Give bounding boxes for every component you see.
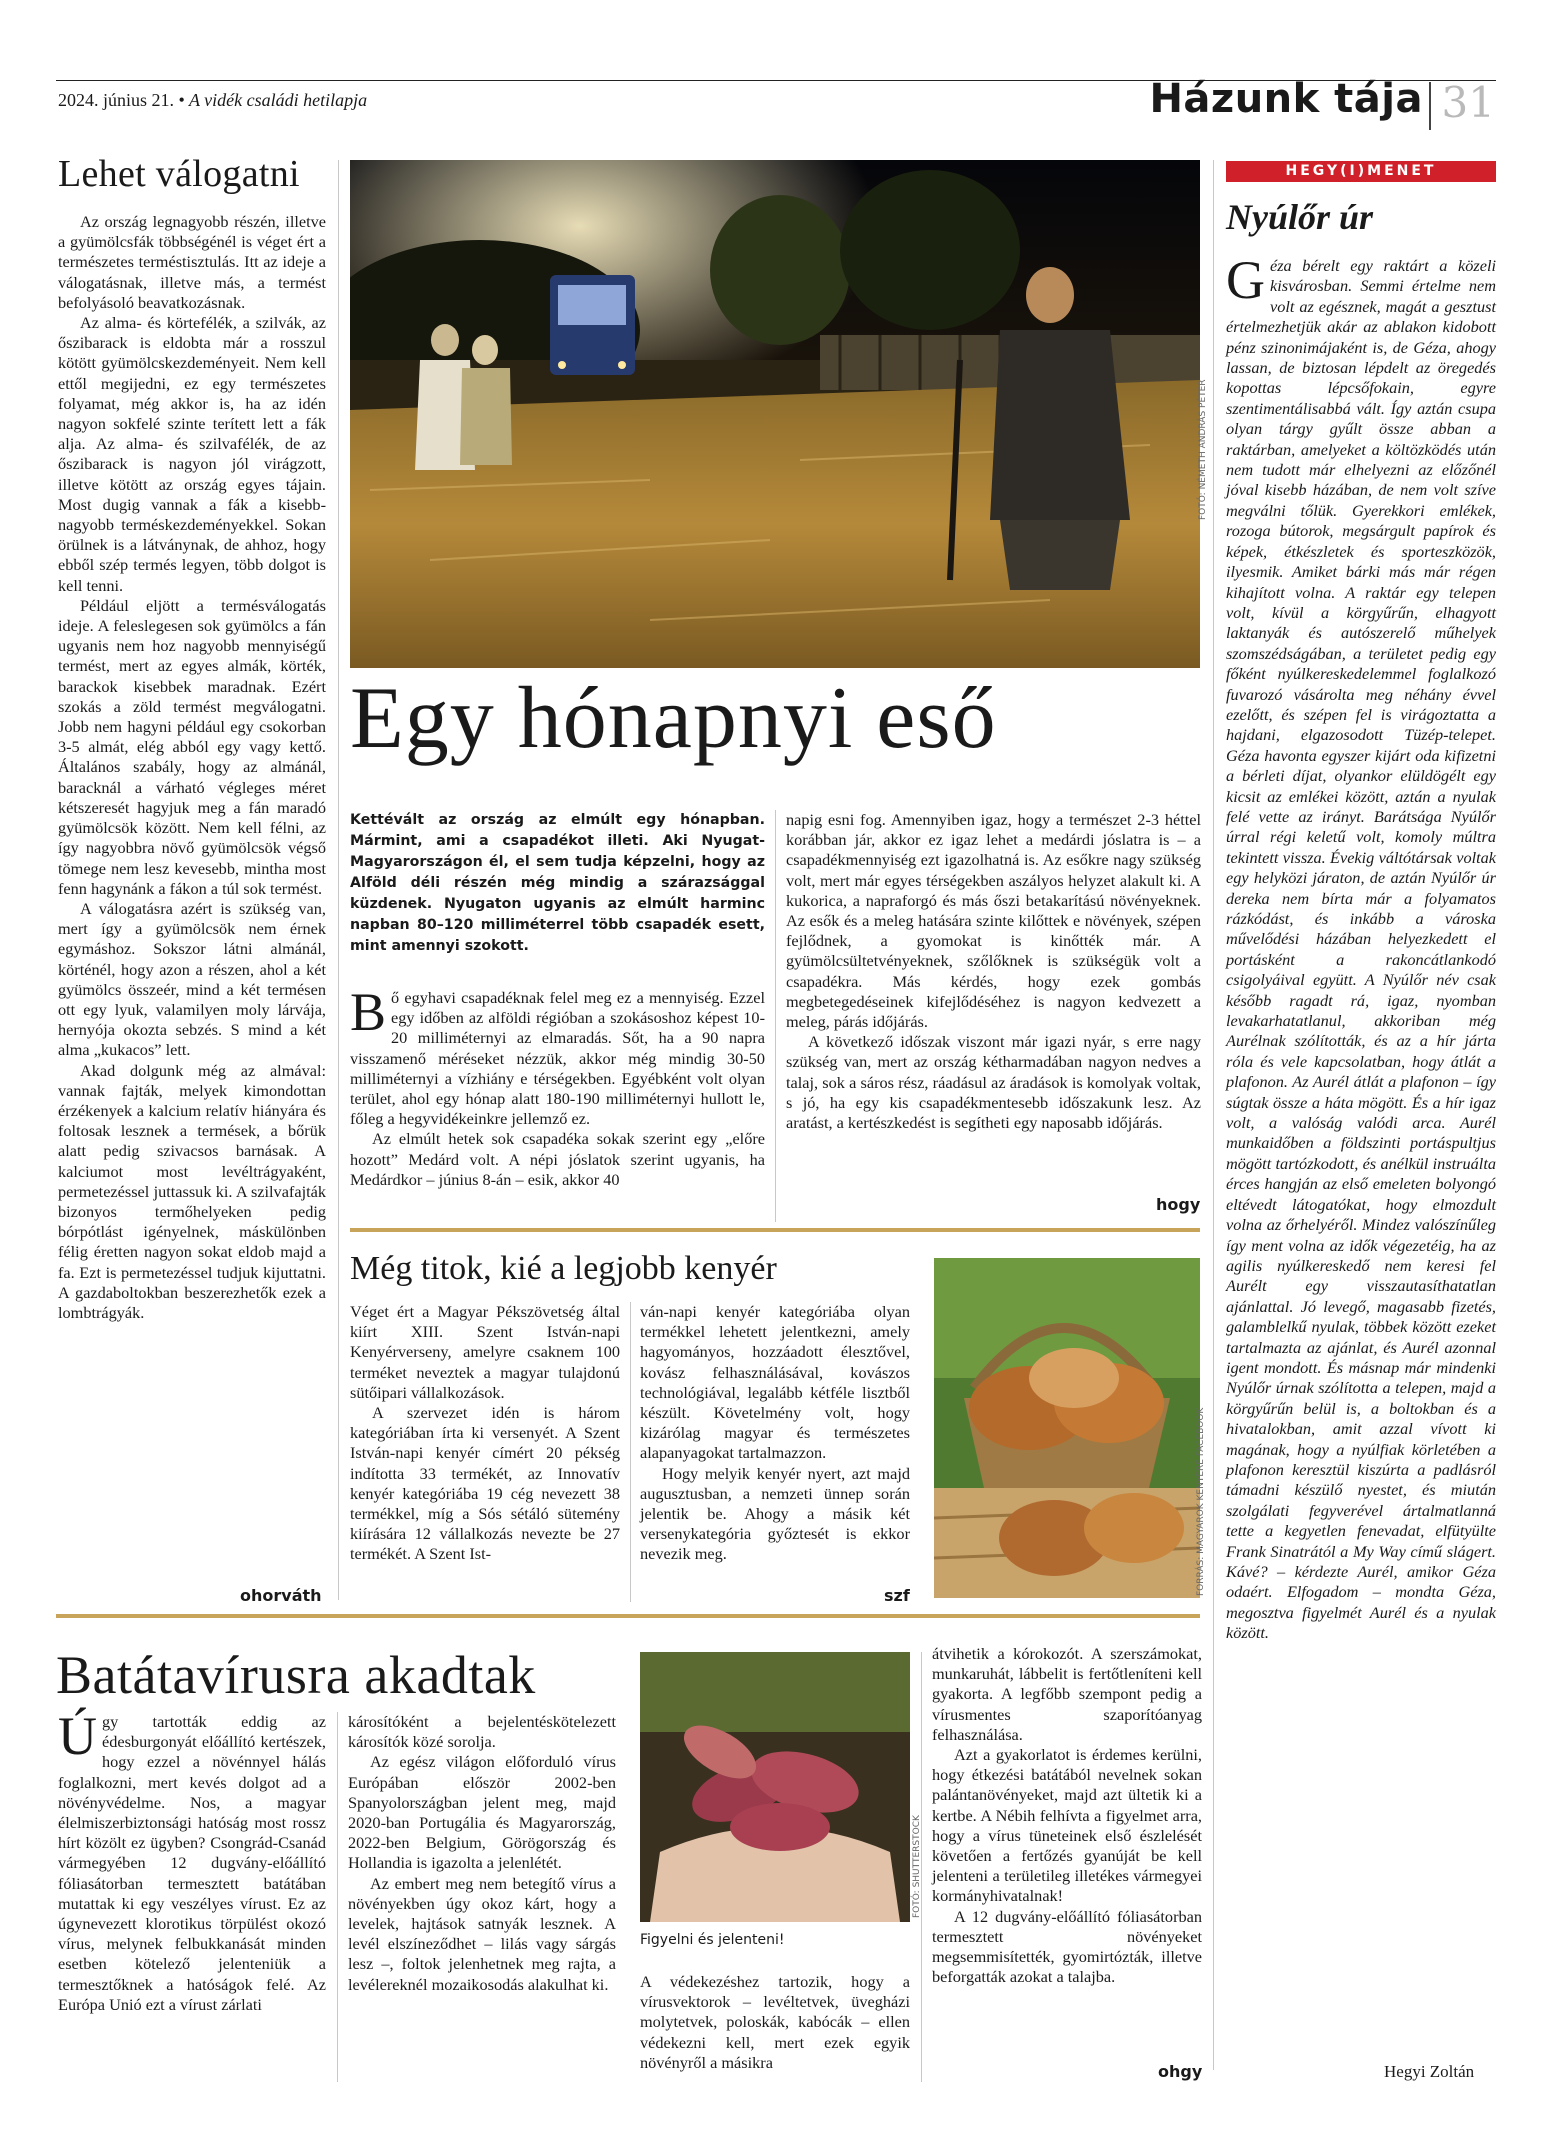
article-column [640,1972,910,2073]
column-rule [338,160,339,1600]
drop-cap: B [350,982,387,1042]
paragraph: A védekezéshez tartozik, hogy a vírusvektorok – levéltetvek, üvegházi molytetvek, poloskák, kabócák – ellen védekezni kell, mert ezek egyik növényről a másikra [640,1972,910,2072]
paragraph: Akad dolgunk még az almával: vannak fajták, melyek kimondottan érzékenyek a kalcium relatív hiányára és foltosak lesznek a termések, a bőrük alatt pedig szivacsos barnásak. A kalciumot most levéltrágyaként, permetezéssel juttassuk ki. A szilvafajták bizonyos termőhelyeken pedig bórpótlást igényelnek, máskülönben félig éretten nagyon sokat eldob majd a fa. Ezt is permetezéssel tudjuk kijuttatni. A gazdaboltokban beszerezhetők ezek a lombtrágyák. [58,1060,326,1322]
drop-cap: G [1226,250,1265,310]
paragraph: Azt a gyakorlatot is érdemes kerülni, hogy étkezési batátából nevelnek sokan palántanövényeket, majd azt ültetik ki a kertbe. A Nébih felhívta a figyelmet arra, hogy a vírus tüneteinek első észlelését követően a fertőzés gyanúját be kell jelenteni a területileg illetékes vármegyei kormányhivatalnak! [932,1745,1202,1906]
article-title-egy-honapnyi-eso: Egy hónapnyi eső [350,670,997,767]
paragraph: A 12 dugvány-előállító fóliasátorban termesztett növényeket megsemmisítették, gyomirtózták, illetve beforgatták azokat a talajba. [932,1906,1202,1987]
section-title: Házunk tája [1149,76,1423,122]
section-divider [56,1614,1200,1618]
column-title: Nyúlőr úr [1226,197,1374,237]
article-column [786,810,1201,1133]
photo-credit: FOTÓ: SHUTTERSTOCK [912,1815,922,1918]
paragraph [350,982,765,1129]
author-signature: ohorváth [240,1586,322,1605]
paragraph: átvihetik a kórokozót. A szerszámokat, munkaruhát, lábbelit is fertőtleníteni kell gyakorta. A legfőbb szempont pedig a vírusmentes szaporítóanyag felhasználása. [932,1644,1202,1744]
sweet-potato-photo [640,1652,910,1922]
author-signature: ohgy [1158,2062,1203,2081]
article-column [350,982,765,1190]
paragraph-text: ő egyhavi csapadéknak felel meg ez a mennyiség. Ezzel egy időben az alföldi régióban a szokásoshoz képest 10-20 milliméternyi az elmaradás. Sőt, ha a 90 napra visszamenő méréseket nézzük, akkor még mindig 30-50 milliméternyi a vízhiány e térségekben. Egyébként volt olyan terület, ahol egy hónap alatt 180-190 milliméternyi hullott le, főleg a hegyvidékeinkre jellemző ez. [350,988,765,1129]
column-rule [337,1712,338,2082]
header-dateline [58,90,367,111]
article-title-lehet-valogatni: Lehet válogatni [58,153,300,195]
dateline-bullet: • [178,90,185,110]
paragraph: károsítóként a bejelentéskötelezett károsítók közé sorolja. [348,1712,616,1752]
article-column [640,1302,910,1565]
column-rule [630,1302,631,1602]
article-column [348,1712,616,1995]
author-signature: szf [884,1586,910,1605]
photo-credit: FORRÁS: MAGYAROK KENYERE FACEBOOK [1196,1407,1206,1596]
paragraph: Az elmúlt hetek sok csapadéka sokak szerint egy „előre hozott” Medárd volt. A népi jóslatok szerint ugyanis, ha Medárdkor – június 8-án – esik, akkor 40 [350,1129,765,1189]
paragraph-text: gy tartották eddig az édesburgonyát előállító kertészek, hogy ezzel a növénnyel hálás foglalkozni, mert kevés dolgot ad a növényvédelme. Nos, a magyar élelmiszerbiztonsági hatóság most rossz hírt közölt ez ügyben? Csongrád-Csanád vármegyében 12 dugvány-előállító fóliasátorban termesztett batátában mutattak ki egy veszélyes vírust. Ez az úgynevezett klorotikus törpülést okozó vírus, melynek felbukkanását minden esetben kötelező jelenteniük a termesztőknek a hatóságok felé. Az Európa Unió ezt a vírust zárlati [58,1712,326,2014]
paragraph: Például eljött a termésválogatás ideje. A feleslegesen sok gyümölcs a fán ugyanis nem hoz nagyobb mennyiségű termést, mert az egyes almák, körték, barackok kisebbek maradnak. Ezért szokás a zöld termést megválogatni. Jobb nem hagyni például egy csokorban 3-5 almát, elég abból egy vagy kettő. Általános szabály, hogy az almánál, baracknál a várható végleges méret kétszeresét hagyjuk meg a fán maradó gyümölcsök között. Nem kell félni, az így nagyobbra növő gyümölcsök végső tömege nem lesz kevesebb, mintha most fenn hagynánk a fákon a túl sok termést. [58,595,326,898]
flood-photo [350,160,1200,668]
column-body [1226,250,1496,1644]
article-lead: Kettévált az ország az elmúlt egy hónapban. Mármint, ami a csapadékot illeti. Aki Nyugat-Magyarországon él, el sem tudja képzelni, hogy az Alföld déli részén még mindig a szárazsággal küzdenek. Nyugaton ugyanis az elmúlt harminc napban 80–120 milliméterrel több csapadék esett, mint amennyi szokott. [350,812,765,954]
paragraph: A szervezet idén is három kategóriában írta ki versenyét. A Szent István-napi kenyér címért 20 pékség indította 33 termékét, az Innovatív kenyér kategóriába 19 cég nevezett 38 termékkel, míg a Sós sétáló sütemény kiírására 12 vállalkozás nevezte be 27 termékét. A Szent Ist- [350,1403,620,1564]
paragraph: Hogy melyik kenyér nyert, azt majd augusztusban, a nemzeti ünnep során jelentik be. Ahogy a másik két versenykategória győztesét is ekkor nevezik meg. [640,1463,910,1564]
paragraph: Az alma- és körtefélék, a szilvák, az őszibarack is eldobta már a rosszul kötött gyümölcskezdeményeit. Nem kell ettől megijedni, ez egy természetes folyamat, még akkor is, ha az idén nagyon sokfelé szinte terített lett a fák alja. Az alma- és szilvafélék, de az őszibarack is nagyon jól virágzott, illetve kötött az ország egyes tájain. Most dugig vannak a fák a kisebb-nagyobb terméskezdeményekkel. Sokan örülnek is a látványnak, de ahhoz, hogy ebből szép termés legyen, több dolgot is kell tenni. [58,313,326,595]
column-label: HEGY(I)MENET [1226,161,1496,182]
column-rule [775,810,776,1222]
paragraph: A válogatásra azért is szükség van, mert így a gyümölcsök nem érnek egymáshoz. Sokszor látni almánál, körténél, hogy azon a részen, ahol a két gyümölcs összeér, mind a két termésen ott egy lyuk, valamilyen moly lárvája, hernyója okozta sebzés. S mind a két alma „kukacos” lett. [58,898,326,1060]
paragraph: A következő időszak viszont már igazi nyár, s erre nagy szükség van, mert az ország kétharmadában nagyon nedves a talaj, sok a sáros rész, ráadásul az áradások is komolyak voltak, s jó, ha egy kis csapadékmentesebb időszakunk lesz. Az aratást, a kertészkedést is segítheti egy naposabb időjárás. [786,1032,1201,1133]
paragraph: Az embert meg nem betegítő vírus a növényekben úgy okoz kárt, hogy a levelek, hajtások satnyák lesznek. A levél elszíneződhet – lilás vagy sárgás lesz –, foltok jelenhetnek meg rajta, a levélereknél mozaikosodás alakulhat ki. [348,1873,616,1994]
page-number: 31 [1441,78,1495,127]
drop-cap: Ú [58,1706,97,1766]
paragraph: Véget ért a Magyar Pékszövetség által kiírt XIII. Szent István-napi Kenyérverseny, amelyre csaknem 100 terméket neveztek a magyar tulajdonú sütőipari vállalkozások. [350,1302,620,1402]
article-body-lehet-valogatni [58,212,326,1323]
paragraph [58,1706,326,2015]
issue-date: 2024. június 21. [58,90,175,110]
publication-tagline: A vidék családi hetilapja [189,90,368,110]
article-column [350,1302,620,1565]
author-signature: hogy [1156,1195,1201,1214]
article-title-kenyer: Még titok, kié a legjobb kenyér [350,1250,777,1287]
paragraph: Az egész világon előforduló vírus Európában először 2002-ben Spanyolországban jelent meg, majd 2020-ban Portugália és Magyarország, 2022-ben Belgium, Görögország és Hollandia is igazolta a jelenlétét. [348,1752,616,1873]
photo-credit: FOTÓ: NÉMETH ANDRÁS PÉTER [1198,379,1208,520]
column-text: éza bérelt egy raktárt a közeli kisvárosban. Semmi értelme nem volt az egésznek, magát a gesztust értelmezhetjük akár az ablakon kidobott pénz szinonimájaként is, de Géza, ahogy lassan, de biztosan lépdelt az öregedés kopottas lépcsőfokain, egyre szentimentálisabbá vált. Így aztán csupa olyan tárgy gyűlt össze abban a raktárban, amelyeket a költözködés után nem tudott már elhelyezni az előzőnél jóval kisebb házában, de nem volt szíve megválni tőlük. Gyerekkori emlékek, rozoga bútorok, megsárgult papírok és képek, étkészletek és sporteszközök, ilyesmik. Amiket bárki más már régen kihajított volna. A raktár egy telepen volt, kívül a körgyűrűn, elhagyott laktanyák és autószerelő műhelyek szomszédságában, a területet pedig egy főként nyúlkereskedelemmel foglalkozó fuvarozó vásárolta meg néhány évvel ezelőtt, és szépen fel is virágoztatta a hajdani, elgazosodott Tüzép-telepet. Géza havonta egyszer kijárt oda kifizetni a bérleti díjat, olyankor elüldögélt egy kicsit az emlékei között, aztán a nyulak felé vette az irányt. Barátsága Nyúlőr úrral régi keletű volt, komoly múltra tekintett vissza. Évekig váltótársak voltak egy helyközi járaton, de aztán Nyúlőr úr dereka nem bírta már a folyamatos rázkódást, és inkább a városka művelődési házában helyezkedett el portásként a rakoncátlankodó csigolyáival együtt. A Nyúlőr név csak később ragadt rá, igaz, nyomban levakarhatatlanul, akkoriban még Aurélnak szólították, és az a hír járta róla és vele kapcsolatban, hogy átlát a plafonon. Az Aurél átlát a plafonon – így súgtak össze a háta mögött. És a hír igaz volt, a valóság valódi arca. Aurél munkaidőben a földszinti portáspultjus mögött tartózkodott, és anélkül instruálta érces hangján az első emeleten bolyongó eltévedt látogatókat, hogy elmozdult volna az őrhelyéről. Mindez valószínűleg így ment volna az idők végezetéig, ha az agilis nyúlkereskedő nem keresi fel Aurélt egy visszautasíthatatlan ajánlattal. Jó levegő, magasabb fizetés, galamblelkű nyulak, többek között ezeket tartalmazta az ajánlat, és Aurél azonnal igent mondott. És másnap már mindenki Nyúlőr úrnak szólította a telepen, majd a körgyűrűn belül is, a boltokban és a hivatalokban, amit azzal vívott ki magának, hogy a nyúlfiak körletében a plafonon keresztül kiszúrta a padlásról támadni készülő nyestet, és miután szolgálati fegyverével ártalmatlanná tette a kegyetlen fenevadat, elfütyülte Frank Sinatrától a My Way című slágert. Kávé? – kérdezte Aurél, amikor Géza odaért. Elfogadom – mondta Géza, megosztva figyelmét Aurél és a nyulak között. [1226,256,1496,1643]
header-separator [1429,82,1431,130]
paragraph: napig esni fog. Amennyiben igaz, hogy a természet 2-3 héttel korábban jár, akkor ez igaz lehet a medárdi jóslatra is – a csapadékmennyiség ezt igazolhatná is. Az esőkre nagy szükség volt, mert már egyes térségekben aszályos helyzet alakult ki. A kukorica, a napraforgó és más őszi betakarítású növényeknek. Az esők és a meleg hatására szinte kilőttek e növények, szépen fejlődnek, a gyomokat is kinőtték már. A gyümölcsültetvényeknek, szőlőknek is szükségük volt a csapadékra. Más kérdés, hogy ezek gombás megbetegedéseinek kifejlődéséhez is nagyon kedvezett a meleg, párás időjárás. [786,810,1201,1032]
bread-basket-photo [934,1258,1200,1598]
paragraph: ván-napi kenyér kategóriába olyan termékkel lehetett jelentkezni, amely hagyományos, hozzáadott élesztővel, kovász felhasználásával, kovászos technológiával, legalább kétféle lisztből készült. Követelmény volt, hogy kizárólag magyar és természetes alapanyagokat tartalmazzon. [640,1302,910,1463]
column-author: Hegyi Zoltán [1384,2062,1475,2081]
article-column [58,1706,326,2015]
photo-caption: Figyelni és jelenteni! [640,1932,785,1948]
paragraph: Az ország legnagyobb részén, illetve a gyümölcsfák többségénél is véget ért a természetes terméstisztulás. Itt az ideje a válogatásnak, illetve más, a termést befolyásoló beavatkozásnak. [58,212,326,312]
article-column [932,1644,1202,1987]
column-rule [1213,160,1214,2070]
section-divider [350,1228,1200,1232]
article-title-batatavirus: Batátavírusra akadtak [56,1645,536,1705]
